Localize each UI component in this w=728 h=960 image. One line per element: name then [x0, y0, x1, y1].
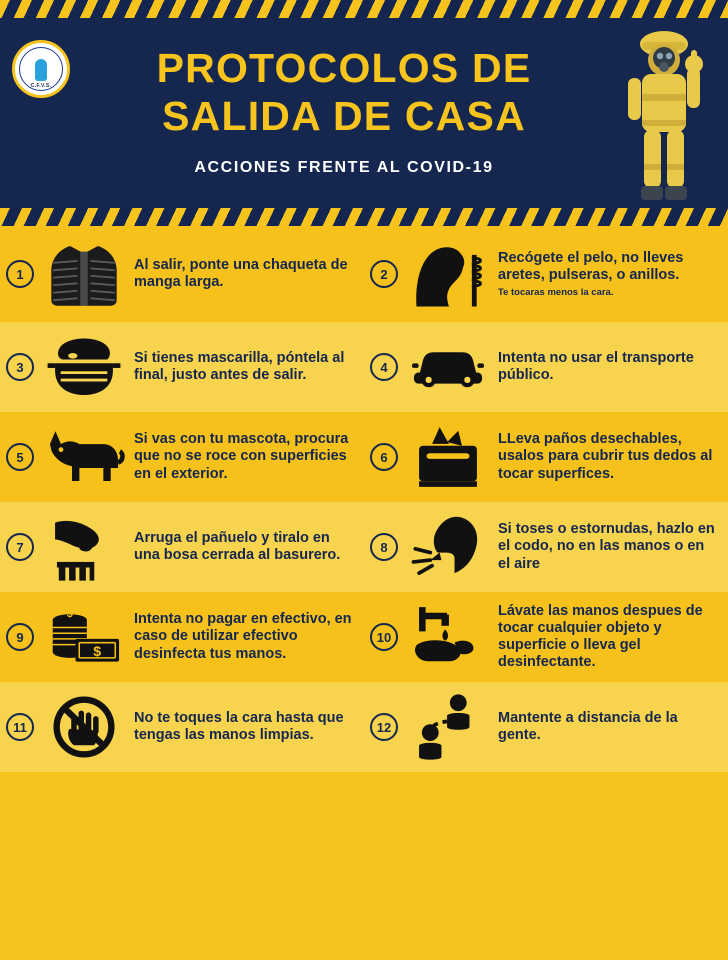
face-mask-icon	[38, 328, 130, 406]
protocol-item-2	[364, 226, 728, 322]
hand-trash-icon	[38, 508, 130, 586]
tissue-box-icon	[402, 418, 494, 496]
item-text: Arruga el pañuelo y tiralo en una bosa cerrada al basurero.	[134, 529, 341, 563]
protocol-item-6	[364, 412, 728, 502]
item-number: 12	[370, 713, 398, 741]
poster-header	[0, 18, 728, 208]
item-number: 4	[370, 353, 398, 381]
item-number: 10	[370, 623, 398, 651]
item-number: 8	[370, 533, 398, 561]
item-note: Te tocaras menos la cara.	[498, 287, 614, 298]
item-text: Si vas con tu mascota, procura que no se roce con superficies en el exterior.	[134, 431, 349, 482]
page-subtitle: ACCIONES FRENTE AL COVID-19	[194, 158, 494, 176]
protocol-row	[0, 322, 728, 412]
money-icon	[38, 598, 130, 676]
protocol-row	[0, 592, 728, 682]
svg-text:$: $	[93, 643, 102, 660]
firefighter-illustration	[618, 24, 710, 206]
title-line-1: PROTOCOLOS DE	[156, 45, 532, 91]
jacket-icon	[38, 232, 130, 316]
title-line-2: SALIDA DE CASA	[162, 93, 526, 140]
item-text: Lávate las manos despues de tocar cualquier objeto y superficie o lleva gel desinfectante.	[498, 602, 703, 671]
item-number: 6	[370, 443, 398, 471]
protocol-row	[0, 682, 728, 772]
item-text: LLeva paños desechables, usalos para cubrir tus dedos al tocar superfices.	[498, 431, 713, 482]
no-touch-face-icon	[38, 688, 130, 766]
item-text: No te toques la cara hasta que tengas las manos limpias.	[134, 709, 344, 743]
protocol-row	[0, 412, 728, 502]
protocol-item-7	[0, 502, 364, 592]
item-text: Al salir, ponte una chaqueta de manga larga.	[134, 256, 348, 290]
protocol-row	[0, 226, 728, 322]
item-number: 2	[370, 260, 398, 288]
social-distance-icon	[402, 688, 494, 766]
protocol-item-8	[364, 502, 728, 592]
dog-icon	[38, 418, 130, 496]
hazard-stripe-top	[0, 0, 728, 18]
item-number: 5	[6, 443, 34, 471]
protocol-item-9	[0, 592, 364, 682]
protocol-item-5	[0, 412, 364, 502]
protocol-item-3	[0, 322, 364, 412]
item-number: 11	[6, 713, 34, 741]
protocol-item-1	[0, 226, 364, 322]
item-text: Si toses o estornudas, hazlo en el codo, no en las manos o en el aire	[498, 521, 715, 572]
hazard-stripe-bottom	[0, 208, 728, 226]
protocol-item-12	[364, 682, 728, 772]
item-number: 7	[6, 533, 34, 561]
car-icon	[402, 328, 494, 406]
item-text: Mantente a distancia de la gente.	[498, 709, 678, 743]
item-text: Intenta no pagar en efectivo, en caso de utilizar efectivo desinfecta tus manos.	[134, 611, 352, 662]
protocol-row	[0, 502, 728, 592]
protocol-item-4	[364, 322, 728, 412]
item-main-text: Recógete el pelo, no lleves aretes, pulseras, o anillos.	[498, 249, 684, 283]
svg-text:$: $	[66, 609, 73, 621]
item-text: Si tienes mascarilla, póntela al final, justo antes de salir.	[134, 349, 345, 383]
item-number: 9	[6, 623, 34, 651]
wash-hands-icon	[402, 598, 494, 676]
item-text: Intenta no usar el transporte público.	[498, 349, 694, 383]
protocol-item-11	[0, 682, 364, 772]
sneeze-icon	[402, 508, 494, 586]
logo-label: C.F.V.S.	[30, 82, 52, 89]
protocol-list	[0, 226, 728, 772]
protocol-item-10	[364, 592, 728, 682]
hair-comb-icon	[402, 232, 494, 316]
organization-logo	[12, 40, 70, 98]
item-text	[494, 250, 720, 298]
item-number: 1	[6, 260, 34, 288]
item-number: 3	[6, 353, 34, 381]
